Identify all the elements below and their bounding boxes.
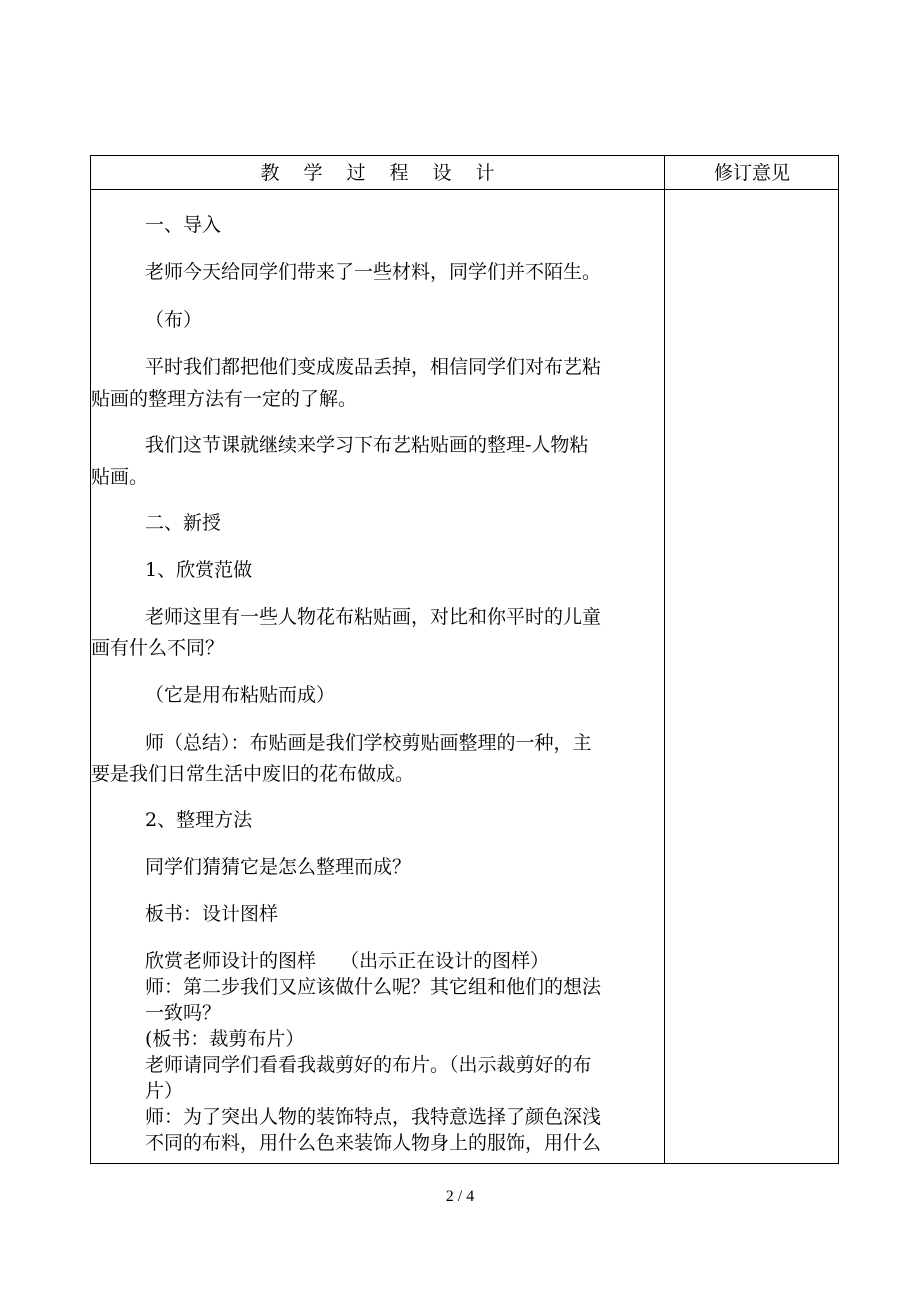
table-header-row [91,156,838,190]
header-revision-notes: 修订意见 [713,162,790,184]
paragraph: （布） [145,309,203,331]
paragraph: 平时我们都把他们变成废品丢掉，相信同学们对布艺粘 [145,356,602,378]
teaching-process-content [91,190,657,1164]
paragraph: 板书：设计图样 [145,903,279,925]
paragraph-continuation: 不同的布料，用什么色来装饰人物身上的服饰，用什么 [145,1132,602,1154]
paragraph: 我们这节课就继续来学习下布艺粘贴画的整理-人物粘 [145,434,589,456]
paragraph-continuation [91,462,657,492]
paragraph-line: 贴画的整理方法有一定的了解。 [91,388,358,410]
page-number: 2 / 4 [445,1188,475,1205]
paragraph-line: 贴画。 [91,466,149,488]
paragraph-continuation: 片） [145,1080,184,1102]
paragraph [91,384,657,414]
header-teaching-process-design: 教学过程设计 [260,162,519,184]
paragraph: 老师这里有一些人物花布粘贴画，对比和你平时的儿童 [145,606,602,628]
paragraph: (板书：裁剪布片） [145,1028,305,1050]
subsection-heading: 1、欣赏范做 [145,559,253,581]
paragraph-continuation [91,759,657,789]
paragraph: 师：为了突出人物的装饰特点，我特意选择了颜色深浅 [145,1106,602,1128]
paragraph: 同学们猜猜它是怎么整理而成？ [145,856,412,878]
paragraph: 老师今天给同学们带来了一些材料，同学们并不陌生。 [145,261,602,283]
paragraph: 一、导入 [145,214,222,236]
paragraph: 老师请同学们看看我裁剪好的布片。（出示裁剪好的布 [145,1054,592,1076]
paragraph-continuation: 一致吗？ [145,1002,222,1024]
paragraph-line: 画有什么不同？ [91,637,225,659]
paragraph: 欣赏老师设计的图样 （出示正在设计的图样） [145,950,550,972]
section-heading: 二、新授 [145,512,222,534]
paragraph: 师：第二步我们又应该做什么呢？其它组和他们的想法 [145,976,602,998]
column-divider [664,156,665,1163]
paragraph-continuation [91,633,657,663]
paragraph: 师（总结）：布贴画是我们学校剪贴画整理的一种，主 [145,732,592,754]
lesson-plan-table [90,155,839,1164]
paragraph-line: 要是我们日常生活中废旧的花布做成。 [91,763,415,785]
subsection-heading: 2、整理方法 [145,809,253,831]
paragraph: （它是用布粘贴而成） [145,684,336,706]
